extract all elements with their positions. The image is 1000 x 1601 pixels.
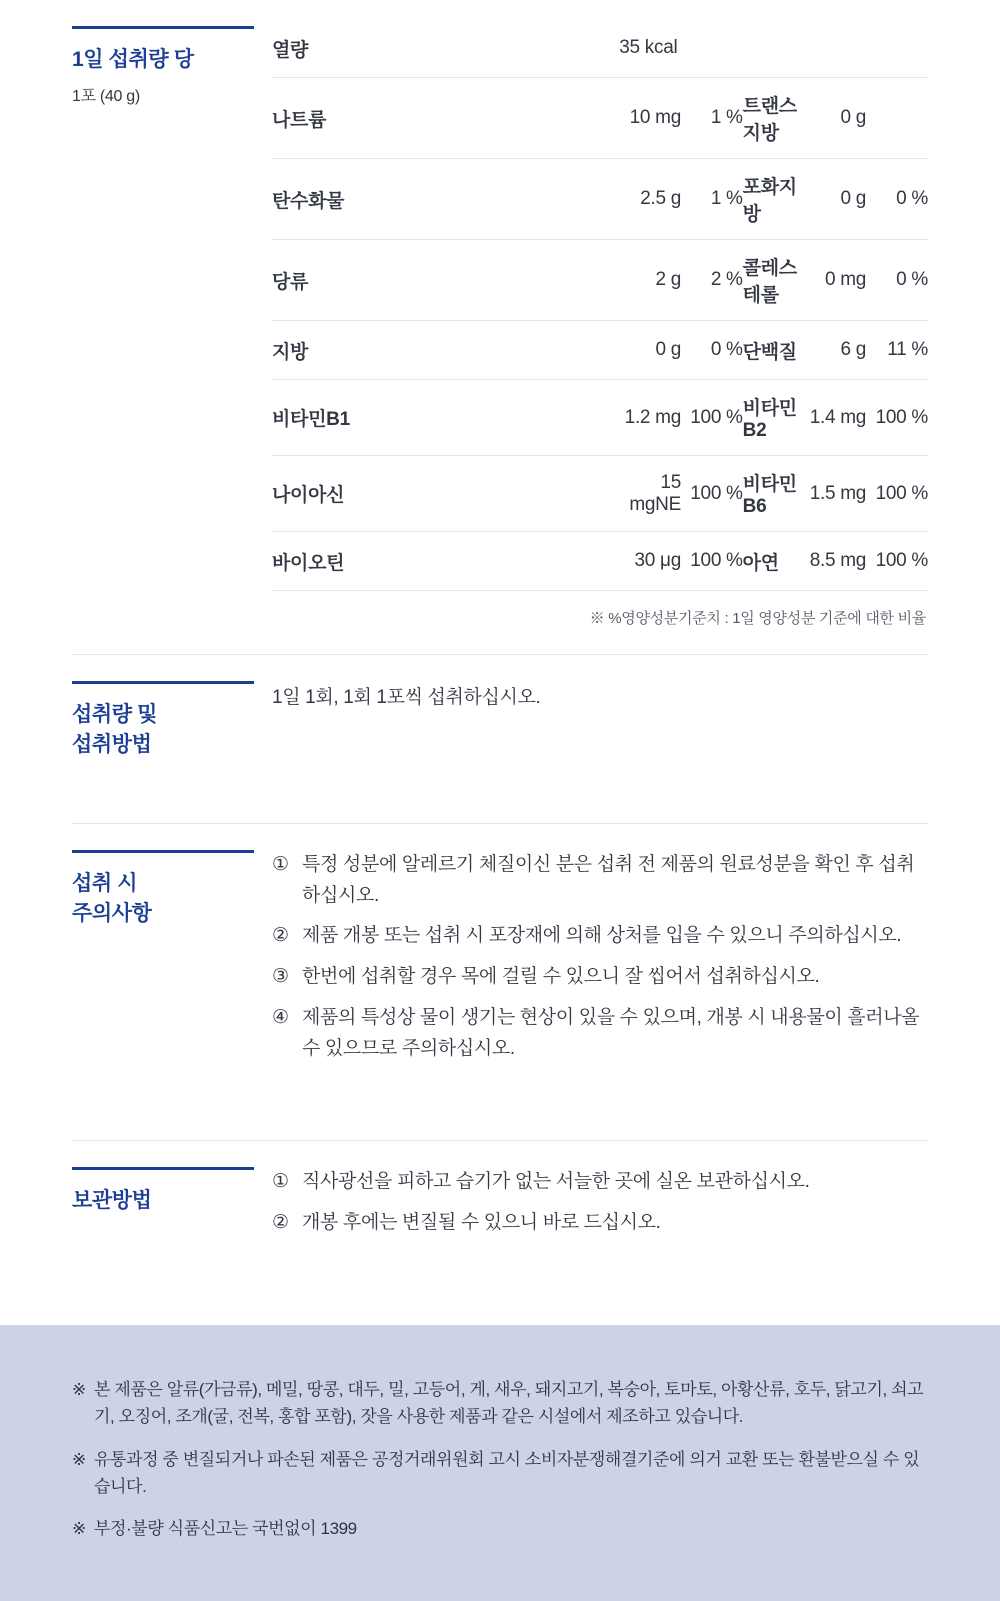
nutrient-name: 나이아신 (272, 456, 619, 532)
list-item-text: 직사광선을 피하고 습기가 없는 서늘한 곳에 실온 보관하십시오. (302, 1171, 810, 1193)
list-item (272, 1208, 928, 1239)
list-item (272, 1167, 928, 1198)
nutrition-table-wrapper (272, 0, 928, 628)
storage-section (0, 1141, 1000, 1295)
list-item-number: ④ (272, 1006, 289, 1028)
nutrient-value: 0 g (619, 321, 681, 380)
accent-bar (72, 1167, 254, 1170)
caution-title-line2: 주의사항 (72, 902, 152, 926)
nutrient-name: 비타민B6 (743, 456, 805, 532)
asterisk-icon: ※ (72, 1380, 86, 1399)
nutrient-percent: 100 % (681, 380, 743, 456)
table-row (272, 532, 928, 591)
caution-content (272, 824, 928, 1075)
nutrient-percent: 100 % (866, 380, 928, 456)
nutrition-label-column (72, 0, 272, 106)
nutrition-footnote: ※ %영양성분기준치 : 1일 영양성분 기준에 대한 비율 (589, 610, 926, 627)
asterisk-icon: ※ (72, 1449, 86, 1469)
accent-bar (72, 26, 254, 29)
nutrient-value: 1.2 mg (619, 380, 681, 456)
nutrient-value: 2.5 g (619, 159, 681, 240)
nutrition-title: 1일 섭취량 당 (72, 48, 194, 71)
nutrient-percent: 0 % (866, 159, 928, 240)
intake-content (272, 655, 928, 713)
nutrient-value: 1.4 mg (804, 380, 866, 456)
nutrition-section (0, 0, 1000, 628)
nutrient-percent: 2 % (681, 240, 743, 321)
list-item-text: 제품 개봉 또는 섭취 시 포장재에 의해 상처를 입을 수 있으니 주의하십시오. (302, 925, 902, 947)
nutrient-name: 당류 (272, 240, 619, 321)
nutrient-percent (866, 78, 928, 159)
storage-title: 보관방법 (72, 1189, 152, 1213)
list-item-text: 개봉 후에는 변질될 수 있으니 바로 드십시오. (302, 1212, 661, 1234)
list-item-number: ② (272, 1212, 289, 1234)
nutrient-name: 탄수화물 (272, 159, 619, 240)
footer-notice (0, 1325, 1000, 1601)
footer-item (72, 1377, 928, 1431)
nutrient-value: 35 kcal (619, 14, 928, 78)
nutrient-name: 콜레스테롤 (743, 240, 805, 321)
list-item-number: ① (272, 1171, 289, 1193)
nutrient-name: 나트륨 (272, 78, 619, 159)
nutrient-percent: 100 % (866, 456, 928, 532)
footer-item-text: 유통과정 중 변질되거나 파손된 제품은 공정거래위원회 고시 소비자분쟁해결기준에 의거 교환 또는 환불받으실 수 있습니다. (94, 1449, 920, 1496)
intake-text: 1일 1회, 1회 1포씩 섭취하십시오. (272, 687, 541, 708)
nutrient-percent: 100 % (866, 532, 928, 591)
nutrient-name: 단백질 (743, 321, 805, 380)
list-item-text: 한번에 섭취할 경우 목에 걸릴 수 있으니 잘 씹어서 섭취하십시오. (302, 966, 820, 988)
nutrient-value: 0 mg (804, 240, 866, 321)
caution-label-column (72, 824, 272, 930)
nutrition-table (272, 14, 928, 591)
table-row (272, 456, 928, 532)
table-row (272, 240, 928, 321)
nutrient-name: 비타민B1 (272, 380, 619, 456)
storage-list (272, 1141, 928, 1239)
nutrient-percent: 1 % (681, 159, 743, 240)
nutrient-value: 6 g (804, 321, 866, 380)
table-row (272, 380, 928, 456)
nutrient-value: 8.5 mg (804, 532, 866, 591)
nutrient-percent: 0 % (866, 240, 928, 321)
list-item (272, 850, 928, 912)
table-row-calorie (272, 14, 928, 78)
footer-item (72, 1516, 928, 1543)
storage-content (272, 1141, 928, 1249)
asterisk-icon: ※ (72, 1519, 86, 1539)
nutrient-value: 2 g (619, 240, 681, 321)
list-item (272, 921, 928, 952)
nutrient-percent: 100 % (681, 532, 743, 591)
nutrient-name: 아연 (743, 532, 805, 591)
footer-item-text: 부정·불량 식품신고는 국번없이 1399 (94, 1519, 357, 1539)
nutrient-percent: 1 % (681, 78, 743, 159)
nutrient-name: 포화지방 (743, 159, 805, 240)
nutrient-name: 비타민B2 (743, 380, 805, 456)
storage-label-column (72, 1141, 272, 1216)
accent-bar (72, 681, 254, 684)
list-item-text: 제품의 특성상 물이 생기는 현상이 있을 수 있으며, 개봉 시 내용물이 흘러나올 수 있으므로 주의하십시오. (302, 1006, 920, 1059)
list-item-number: ② (272, 925, 289, 947)
list-item-text: 특정 성분에 알레르기 체질이신 분은 섭취 전 제품의 원료성분을 확인 후 섭취하십시오. (302, 853, 915, 906)
nutrient-value: 30 μg (619, 532, 681, 591)
list-item (272, 962, 928, 993)
intake-title-line2: 섭취방법 (72, 733, 152, 757)
caution-list (272, 824, 928, 1065)
accent-bar (72, 850, 254, 853)
nutrient-value: 1.5 mg (804, 456, 866, 532)
nutrient-percent: 100 % (681, 456, 743, 532)
list-item-number: ③ (272, 966, 289, 988)
intake-section (0, 655, 1000, 797)
table-row (272, 78, 928, 159)
nutrition-serving-size: 1포 (40 g) (72, 88, 140, 106)
table-row (272, 159, 928, 240)
nutrient-value: 0 g (804, 159, 866, 240)
intake-label-column (72, 655, 272, 761)
list-item-number: ① (272, 853, 289, 875)
list-item (272, 1003, 928, 1065)
table-row (272, 321, 928, 380)
nutrient-value: 0 g (804, 78, 866, 159)
footer-item-text: 본 제품은 알류(가금류), 메밀, 땅콩, 대두, 밀, 고등어, 게, 새우, 돼지고기, 복숭아, 토마토, 아황산류, 호두, 닭고기, 쇠고기, 오징어, 조개(굴, 전복, 홍합 포함), 잣을 사용한 제품과 같은 시설에서 제조하고 있습니다. (94, 1380, 924, 1426)
nutrient-percent: 11 % (866, 321, 928, 380)
nutrient-name: 바이오틴 (272, 532, 619, 591)
intake-title-line1: 섭취량 및 (72, 703, 157, 726)
nutrient-name: 트랜스지방 (743, 78, 805, 159)
nutrient-value: 15 mgNE (619, 456, 681, 532)
nutrient-name: 열량 (272, 14, 619, 78)
nutrient-value: 10 mg (619, 78, 681, 159)
nutrient-percent: 0 % (681, 321, 743, 380)
caution-section (0, 824, 1000, 1115)
caution-title-line1: 섭취 시 (72, 871, 138, 895)
footer-item (72, 1447, 928, 1501)
nutrient-name: 지방 (272, 321, 619, 380)
